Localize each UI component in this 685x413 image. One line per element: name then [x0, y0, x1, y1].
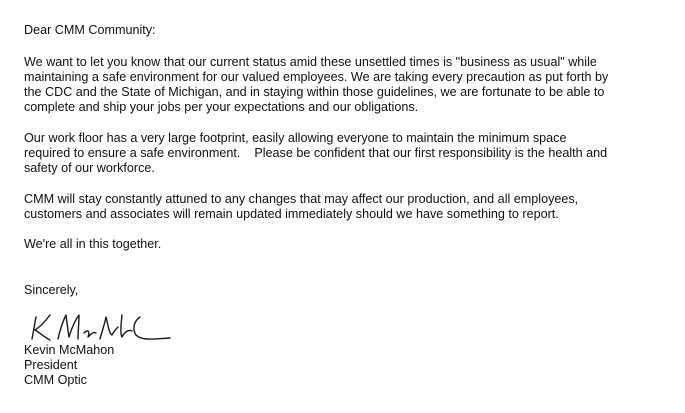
signer-company: CMM Optic	[24, 373, 87, 387]
paragraph-3-line-2: customers and associates will remain updated immediately should we have something to report.	[24, 207, 559, 221]
signer-name: Kevin McMahon	[24, 343, 115, 357]
paragraph-1-line-4: complete and ship your jobs per your expectations and our obligations.	[24, 100, 419, 114]
signer-title: President	[24, 358, 78, 372]
paragraph-2-line-3: safety of our workforce.	[24, 161, 155, 175]
closing: Sincerely,	[24, 283, 79, 297]
paragraph-1-line-3: the CDC and the State of Michigan, and in staying within those guidelines, we are fortunate to be able to	[24, 85, 605, 99]
paragraph-4: We're all in this together.	[24, 237, 162, 251]
paragraph-2-line-1: Our work floor has a very large footprint, easily allowing everyone to maintain the minimum space	[24, 131, 567, 145]
paragraph-2-line-2: required to ensure a safe environment. Please be confident that our first responsibility is the health and	[24, 146, 608, 160]
handwritten-signature	[28, 309, 178, 345]
paragraph-1-line-1: We want to let you know that our current status amid these unsettled times is "business as usual" while	[24, 55, 597, 69]
paragraph-1-line-2: maintaining a safe environment for our valued employees. We are taking every precaution as put forth by	[24, 70, 609, 84]
paragraph-3-line-1: CMM will stay constantly attuned to any changes that may affect our production, and all employees,	[24, 192, 579, 206]
salutation: Dear CMM Community:	[24, 23, 156, 37]
